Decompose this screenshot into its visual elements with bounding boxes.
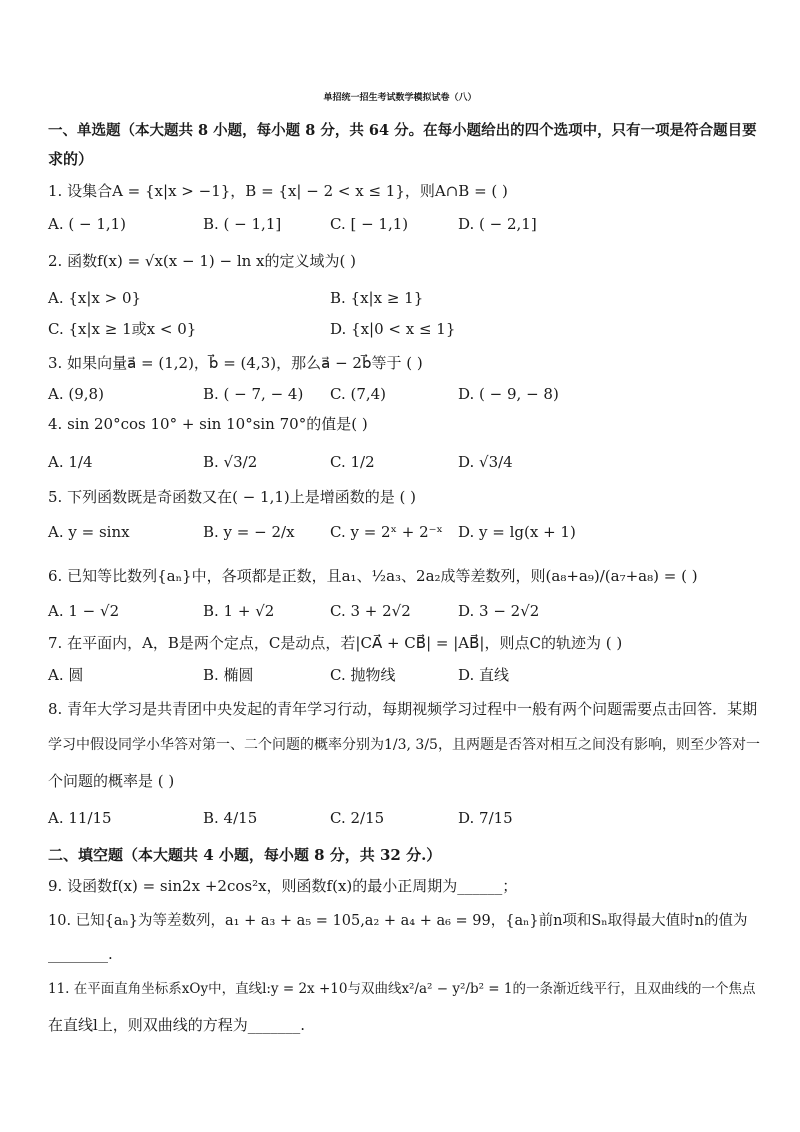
question-8-option-d: D. 7/15 [458, 809, 513, 827]
page-title: 单招统一招生考试数学模拟试卷（八） [323, 93, 477, 103]
question-4-option-d: D. √3/4 [458, 453, 513, 471]
question-6-stem: 6. 已知等比数列{aₙ}中，各项都是正数，且a₁、½a₃、2a₂成等差数列，则(a₈+a₉)/(a₇+a₈) = ( ) [48, 567, 698, 585]
question-2-option-c: C. {x|x ≥ 1或x < 0} [48, 320, 197, 338]
question-10-stem: 10. 已知{aₙ}为等差数列，a₁ + a₃ + a₅ = 105,a₂ + a₄ + a₆ = 99，{aₙ}前n项和Sₙ取得最大值时n的值为 [48, 913, 748, 929]
question-11-stem-cont: 在直线l上，则双曲线的方程为_______. [48, 1016, 306, 1034]
question-6-option-b: B. 1 + √2 [203, 602, 275, 620]
question-3-stem: 3. 如果向量a⃗ = (1,2)，b⃗ = (4,3)，那么a⃗ − 2b⃗等于 ( ) [48, 354, 423, 372]
question-4-option-b: B. √3/2 [203, 453, 258, 471]
question-2-stem: 2. 函数f(x) = √x(x − 1) − ln x的定义域为( ) [48, 252, 356, 270]
question-8-option-b: B. 4/15 [203, 809, 258, 827]
question-4-stem: 4. sin 20°cos 10° + sin 10°sin 70°的值是( ) [48, 415, 368, 433]
question-5-option-c: C. y = 2ˣ + 2⁻ˣ [330, 523, 443, 541]
question-5-option-d: D. y = lg(x + 1) [458, 523, 576, 541]
section-1-heading-cont: 求的） [48, 150, 94, 168]
question-1-stem: 1. 设集合A = {x|x > −1}，B = {x| − 2 < x ≤ 1}，则A∩B = ( ) [48, 182, 508, 200]
question-1-option-d: D. ( − 2,1] [458, 215, 537, 233]
section-1-heading: 一、单选题（本大题共 8 小题，每小题 8 分，共 64 分。在每小题给出的四个选项中，只有一项是符合题目要 [48, 122, 757, 139]
question-8-option-a: A. 11/15 [48, 809, 112, 827]
question-3-option-b: B. ( − 7, − 4) [203, 385, 304, 403]
question-8-stem-cont: 学习中假设同学小华答对第一、二个问题的概率分别为1/3, 3/5，且两题是否答对相互之间没有影响，则至少答对一 [48, 737, 760, 753]
question-1-option-b: B. ( − 1,1] [203, 215, 282, 233]
question-5-option-a: A. y = sinx [48, 523, 130, 541]
question-3-option-a: A. (9,8) [48, 385, 104, 403]
question-5-stem: 5. 下列函数既是奇函数又在( − 1,1)上是增函数的是 ( ) [48, 488, 416, 506]
question-10-blank: ________. [48, 945, 113, 963]
question-4-option-a: A. 1/4 [48, 453, 93, 471]
question-6-option-d: D. 3 − 2√2 [458, 602, 540, 620]
question-3-option-c: C. (7,4) [330, 385, 387, 403]
question-1-option-c: C. [ − 1,1) [330, 215, 409, 233]
question-4-option-c: C. 1/2 [330, 453, 375, 471]
question-11-stem: 11. 在平面直角坐标系xOy中，直线l:y = 2x +10与双曲线x²/a² − y²/b² = 1的一条渐近线平行，且双曲线的一个焦点 [48, 981, 756, 997]
section-2-heading: 二、填空题（本大题共 4 小题，每小题 8 分，共 32 分.） [48, 846, 442, 864]
question-8-stem: 8. 青年大学习是共青团中央发起的青年学习行动，每期视频学习过程中一般有两个问题需要点击回答．某期 [48, 700, 758, 718]
question-7-option-a: A. 圆 [48, 666, 84, 684]
question-2-option-d: D. {x|0 < x ≤ 1} [330, 320, 456, 338]
question-7-option-b: B. 椭圆 [203, 666, 254, 684]
question-5-option-b: B. y = − 2/x [203, 523, 295, 541]
question-7-option-d: D. 直线 [458, 666, 510, 684]
question-7-option-c: C. 抛物线 [330, 666, 396, 684]
question-6-option-c: C. 3 + 2√2 [330, 602, 411, 620]
question-7-stem: 7. 在平面内，A，B是两个定点，C是动点，若|CA⃗ + CB⃗| = |AB⃗|，则点C的轨迹为 ( ) [48, 634, 623, 652]
question-2-option-a: A. {x|x > 0} [48, 289, 142, 307]
question-8-option-c: C. 2/15 [330, 809, 385, 827]
question-8-stem-end: 个问题的概率是 ( ) [48, 772, 175, 790]
question-3-option-d: D. ( − 9, − 8) [458, 385, 559, 403]
question-6-option-a: A. 1 − √2 [48, 602, 120, 620]
question-9-stem: 9. 设函数f(x) = sin2x +2cos²x，则函数f(x)的最小正周期为______； [48, 877, 518, 895]
question-1-option-a: A. ( − 1,1) [48, 215, 127, 233]
question-2-option-b: B. {x|x ≥ 1} [330, 289, 424, 307]
